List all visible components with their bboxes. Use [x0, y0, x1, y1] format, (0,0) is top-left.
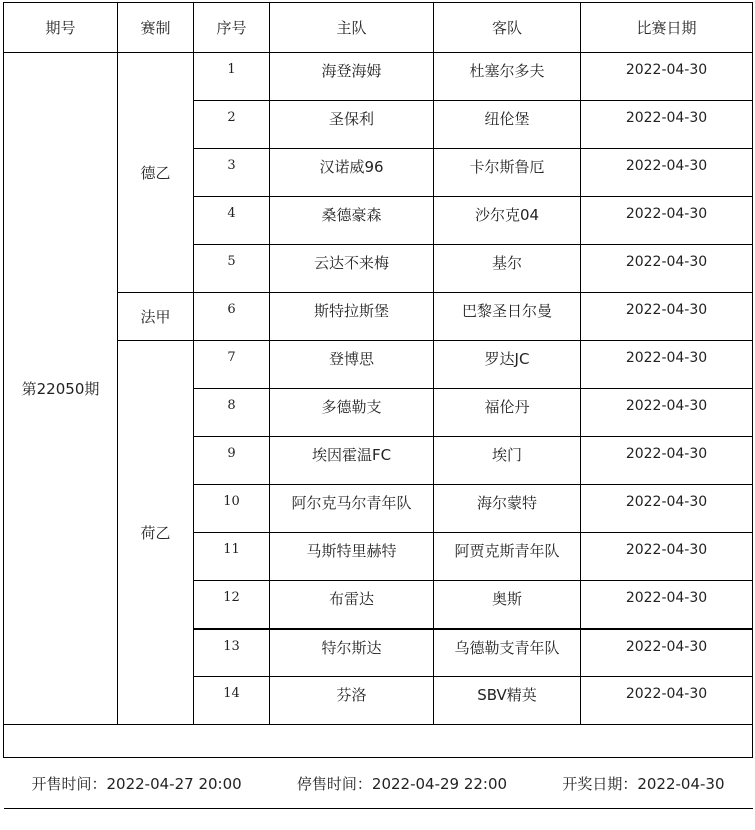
home-team: 斯特拉斯堡 [270, 293, 434, 341]
away-team: 奥斯 [434, 581, 581, 629]
match-date: 2022-04-30 [581, 533, 753, 581]
home-team: 云达不来梅 [270, 245, 434, 293]
match-number: 7 [194, 341, 270, 389]
match-number: 10 [194, 485, 270, 533]
header-league: 赛制 [118, 3, 194, 53]
match-schedule-table [3, 2, 753, 809]
match-row [4, 53, 753, 101]
home-team: 圣保利 [270, 101, 434, 149]
home-team: 海登海姆 [270, 53, 434, 101]
match-number: 9 [194, 437, 270, 485]
match-number: 2 [194, 101, 270, 149]
away-team: 阿贾克斯青年队 [434, 533, 581, 581]
header-home-team: 主队 [270, 3, 434, 53]
footer-cell [4, 758, 753, 809]
blank-row [4, 725, 753, 758]
away-team: 巴黎圣日尔曼 [434, 293, 581, 341]
header-match-date: 比赛日期 [581, 3, 753, 53]
header-number: 序号 [194, 3, 270, 53]
away-team: 杜塞尔多夫 [434, 53, 581, 101]
away-team: 福伦丹 [434, 389, 581, 437]
match-date: 2022-04-30 [581, 53, 753, 101]
match-date: 2022-04-30 [581, 389, 753, 437]
match-date: 2022-04-30 [581, 341, 753, 389]
match-number: 8 [194, 389, 270, 437]
match-date: 2022-04-30 [581, 293, 753, 341]
match-date: 2022-04-30 [581, 437, 753, 485]
match-number: 13 [194, 629, 270, 677]
home-team: 马斯特里赫特 [270, 533, 434, 581]
match-number: 12 [194, 581, 270, 629]
match-number: 3 [194, 149, 270, 197]
home-team: 阿尔克马尔青年队 [270, 485, 434, 533]
match-date: 2022-04-30 [581, 149, 753, 197]
away-team: 基尔 [434, 245, 581, 293]
away-team: SBV精英 [434, 677, 581, 725]
away-team: 埃门 [434, 437, 581, 485]
match-number: 1 [194, 53, 270, 101]
home-team: 桑德豪森 [270, 197, 434, 245]
match-date: 2022-04-30 [581, 101, 753, 149]
away-team: 纽伦堡 [434, 101, 581, 149]
league-cell: 德乙 [118, 53, 194, 293]
away-team: 海尔蒙特 [434, 485, 581, 533]
sale-stop-time: 停售时间：2022-04-29 22:00 [296, 774, 508, 793]
home-team: 汉诺威96 [270, 149, 434, 197]
blank-cell [4, 725, 753, 758]
match-date: 2022-04-30 [581, 629, 753, 677]
home-team: 登博思 [270, 341, 434, 389]
league-cell: 法甲 [118, 293, 194, 341]
draw-date: 开奖日期：2022-04-30 [562, 774, 725, 793]
away-team: 沙尔克04 [434, 197, 581, 245]
footer-row [4, 758, 753, 809]
match-date: 2022-04-30 [581, 197, 753, 245]
home-team: 布雷达 [270, 581, 434, 629]
match-date: 2022-04-30 [581, 581, 753, 629]
match-number: 14 [194, 677, 270, 725]
sale-start-time: 开售时间：2022-04-27 20:00 [31, 774, 242, 793]
match-number: 4 [194, 197, 270, 245]
league-cell: 荷乙 [118, 341, 194, 725]
header-away-team: 客队 [434, 3, 581, 53]
header-row [4, 3, 753, 53]
match-date: 2022-04-30 [581, 485, 753, 533]
away-team: 罗达JC [434, 341, 581, 389]
header-period: 期号 [4, 3, 118, 53]
home-team: 多德勒支 [270, 389, 434, 437]
match-date: 2022-04-30 [581, 677, 753, 725]
match-number: 6 [194, 293, 270, 341]
home-team: 特尔斯达 [270, 629, 434, 677]
match-number: 11 [194, 533, 270, 581]
match-date: 2022-04-30 [581, 245, 753, 293]
period-cell: 第22050期 [4, 53, 118, 725]
away-team: 卡尔斯鲁厄 [434, 149, 581, 197]
home-team: 埃因霍温FC [270, 437, 434, 485]
away-team: 乌德勒支青年队 [434, 629, 581, 677]
home-team: 芬洛 [270, 677, 434, 725]
match-number: 5 [194, 245, 270, 293]
